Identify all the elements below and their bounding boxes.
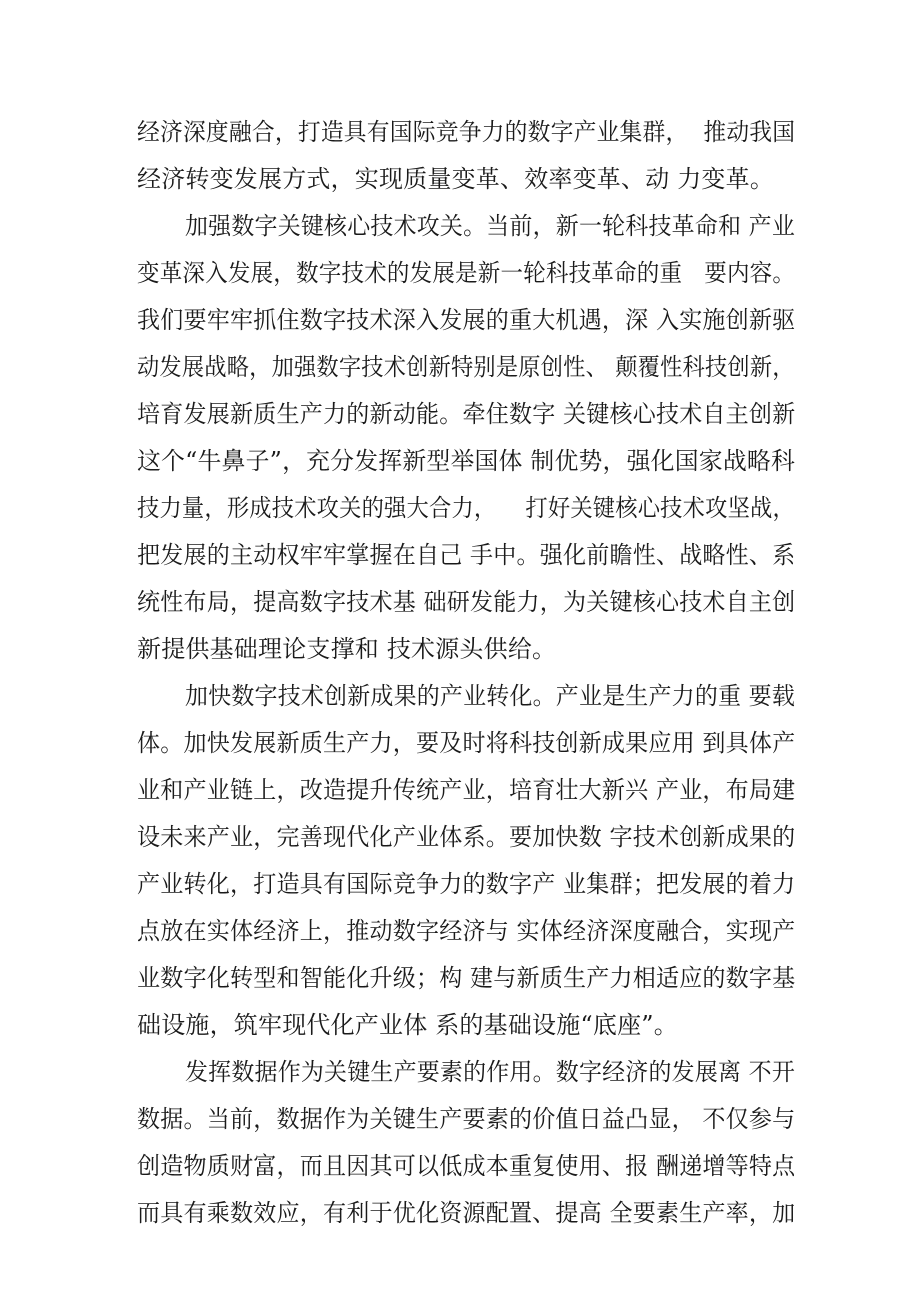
text-line: 把发展的主动权牢牢掌握在自己 手中。强化前瞻性、战略性、系 [137,541,796,569]
text-line: 培育发展新质生产力的新动能。牵住数字 关键核心技术自主创新 [137,400,796,428]
text-line: 体。加快发展新质生产力，要及时将科技创新成果应用 到具体产 [137,729,796,757]
paragraph-first-line: 发挥数据作为关键生产要素的作用。数字经济的发展离 不开 [185,1058,796,1086]
text-line: 业数字化转型和智能化升级；构 建与新质生产力相适应的数字基 [137,964,796,992]
text-line: 变革深入发展，数字技术的发展是新一轮科技革命的重 要内容。 [137,259,796,287]
text-line: 设未来产业，完善现代化产业体系。要加快数 字技术创新成果的 [137,823,796,851]
text-line: 经济转变发展方式，实现质量变革、效率变革、动 力变革。 [137,165,775,193]
text-line: 我们要牢牢抓住数字技术深入发展的重大机遇，深 入实施创新驱 [137,306,796,334]
text-line: 技力量，形成技术攻关的强大合力， 打好关键核心技术攻坚战， [137,494,795,522]
paragraph-first-line: 加强数字关键核心技术攻关。当前，新一轮科技革命和 产业 [185,212,796,240]
text-line: 数据。当前，数据作为关键生产要素的价值日益凸显， 不仅参与 [137,1105,796,1133]
text-line: 产业转化，打造具有国际竞争力的数字产 业集群；把发展的着力 [137,870,796,898]
text-line: 这个“牛鼻子”，充分发挥新型举国体 制优势，强化国家战略科 [137,447,795,475]
text-line: 点放在实体经济上，推动数字经济与 实体经济深度融合，实现产 [137,917,796,945]
text-line: 经济深度融合，打造具有国际竞争力的数字产业集群， 推动我国 [137,118,796,146]
text-line: 而具有乘数效应，有利于优化资源配置、提高 全要素生产率，加 [137,1199,796,1227]
text-line: 础设施，筑牢现代化产业体 系的基础设施“底座”。 [137,1011,678,1039]
text-line: 动发展战略，加强数字技术创新特别是原创性、 颠覆性科技创新， [137,353,795,381]
text-line: 创造物质财富，而且因其可以低成本重复使用、报 酬递增等特点 [137,1152,796,1180]
text-line: 新提供基础理论支撑和 技术源头供给。 [137,635,557,663]
paragraph-first-line: 加快数字技术创新成果的产业转化。产业是生产力的重 要载 [185,682,796,710]
text-line: 业和产业链上，改造提升传统产业，培育壮大新兴 产业，布局建 [137,776,796,804]
text-line: 统性布局，提高数字技术基 础研发能力，为关键核心技术自主创 [137,588,796,616]
